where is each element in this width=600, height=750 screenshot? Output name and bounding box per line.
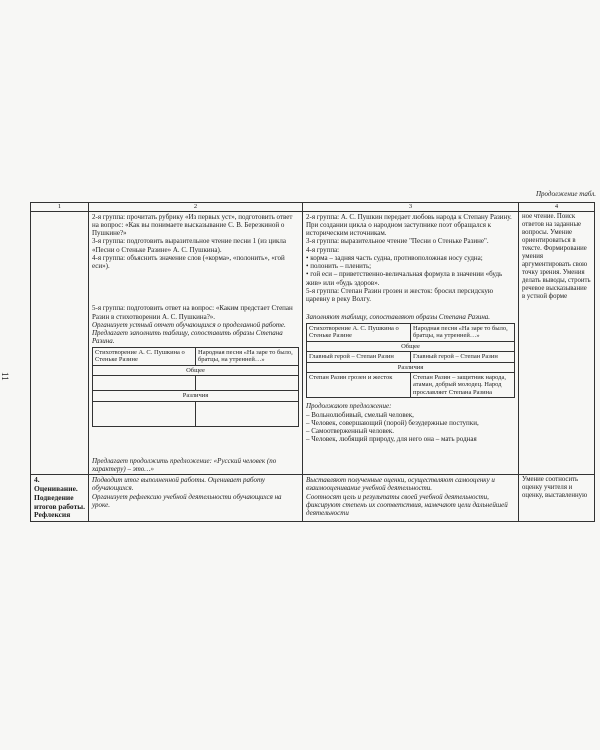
group-4-task: 4-я группа: объяснить значение слов («корма», «полонить», «гой еси»). xyxy=(92,253,285,271)
uud-text: ное чтение. Поиск ответов на заданные вопросы. Умение ориентироваться в тексте. Формирование умения аргументировать свою точку зрения. Умения делать выводы, строить речевое высказывание в устной форме xyxy=(522,212,591,300)
teacher-activity-cell xyxy=(89,475,303,522)
common-header: Общее xyxy=(93,365,299,375)
header-poem: Стихотворение А. С. Пушкина о Стеньке Разине xyxy=(93,347,196,365)
column-number: 3 xyxy=(303,203,519,212)
column-number-row xyxy=(31,203,595,212)
teacher-activity-cell xyxy=(89,211,303,474)
list-item: – Человек, совершающий (порой) безудержные поступки, xyxy=(306,418,479,427)
list-item: – Человек, любящий природу, для него она – мать родная xyxy=(306,435,477,444)
organizes-report: Организует устный отчет обучающихся о проделанной работе. xyxy=(92,320,286,329)
student-grades: Выставляют полученные оценки, осуществляют самооценку и взаимооценивание учебной деятельности. xyxy=(306,476,495,493)
header-folk-song: Народная песня «На заре то было, братцы, на утренней…» xyxy=(196,347,299,365)
group-4-answer: 4-я группа: xyxy=(306,245,340,254)
fill-table: Заполняют таблицу, сопоставляют образы Степана Разина. xyxy=(306,313,491,322)
uud-cell xyxy=(519,475,595,522)
continue-label: Продолжают предложение: xyxy=(306,402,392,411)
column-number: 4 xyxy=(519,203,595,212)
header-folk-song: Народная песня «На заре то было, братцы, на утренней…» xyxy=(411,323,515,341)
diff-header: Различия xyxy=(93,391,299,401)
group-2-task: 2-я группа: прочитать рубрику «Из первых уст», подготовить ответ на вопрос: «Как вы понимаете высказывание С. В. Березкиной о Пушкине?» xyxy=(92,212,293,238)
uud-cell xyxy=(519,211,595,474)
teacher-reflection: Организует рефлексию учебной деятельности обучающихся на уроке. xyxy=(92,492,282,509)
student-activity-cell xyxy=(303,475,519,522)
table-row xyxy=(31,475,595,522)
comparison-table-filled xyxy=(306,323,515,399)
lesson-plan-table xyxy=(30,202,595,522)
stage-cell xyxy=(31,475,89,522)
header-poem: Стихотворение А. С. Пушкина о Стеньке Разине xyxy=(307,323,411,341)
list-item: • корма – задняя часть судна, противоположная носу судна; xyxy=(306,253,483,262)
group-5-answer: 5-я группа: Степан Разин грозен и жесток: бросил персидскую царевну в реку Волгу. xyxy=(306,286,494,304)
group-3-answer: 3-я группа: выразительное чтение "Песни о Стеньке Разине". xyxy=(306,237,489,246)
continuation-label: Продолжение табл. xyxy=(535,190,596,198)
diff-left: Степан Разин грозен и жесток xyxy=(307,373,411,398)
group-5-task: 5-я группа: подготовить ответ на вопрос: «Каким предстает Степан Разин в стихотворении А. С. Пушкина?». xyxy=(92,304,293,321)
comparison-table-empty xyxy=(92,347,299,427)
list-item: • гой еси – приветственно-величальная формула в значении «будь жив» или «будь здоров». xyxy=(306,270,503,287)
stage-title: 4. Оценивание. Подведение итогов работы. Рефлексия xyxy=(34,475,86,520)
common-left: Главный герой – Степан Разин xyxy=(307,352,411,362)
common-header: Общее xyxy=(307,341,515,351)
suggest-sentence: Предлагает продолжить предложение: «Русский человек (по характеру) – это…» xyxy=(92,456,277,473)
table-row xyxy=(31,211,595,474)
diff-right: Степан Разин – защитник народа, атаман, добрый молодец. Народ прославляет Степана Разина xyxy=(411,373,515,398)
stage-cell xyxy=(31,211,89,474)
group-2-answer: 2-я группа: А. С. Пушкин передает любовь народа к Степану Разину. При создании цикла о народном заступнике поэт обращался к историческим источникам. xyxy=(306,212,512,238)
teacher-summary: Подводит итог выполненной работы. Оценивает работу обучающихся. xyxy=(92,476,265,493)
uud-text: Умение соотносить оценку учителя и оценку, выставленную xyxy=(522,476,588,500)
student-activity-cell xyxy=(303,211,519,474)
group-3-task: 3-я группа: подготовить выразительное чтение песни 1 (из цикла «Песни о Стеньке Разине» А. С. Пушкина). xyxy=(92,237,287,254)
student-goals: Соотносят цель и результаты своей учебной деятельности, фиксируют степень их соответствия, намечают цели дальнейшей деятельности xyxy=(306,492,508,518)
page-number: 11 xyxy=(0,372,10,381)
list-item: • полонить – пленить; xyxy=(306,262,372,271)
diff-header: Различия xyxy=(307,362,515,372)
list-item: – Самоотверженный человек. xyxy=(306,427,394,436)
list-item: – Вольнолюбивый, смелый человек, xyxy=(306,410,414,419)
suggest-table: Предлагает заполнить таблицу, сопоставить образы Степана Разина. xyxy=(92,329,283,346)
column-number: 2 xyxy=(89,203,303,212)
common-right: Главный герой – Степан Разин xyxy=(411,352,515,362)
column-number: 1 xyxy=(31,203,89,212)
